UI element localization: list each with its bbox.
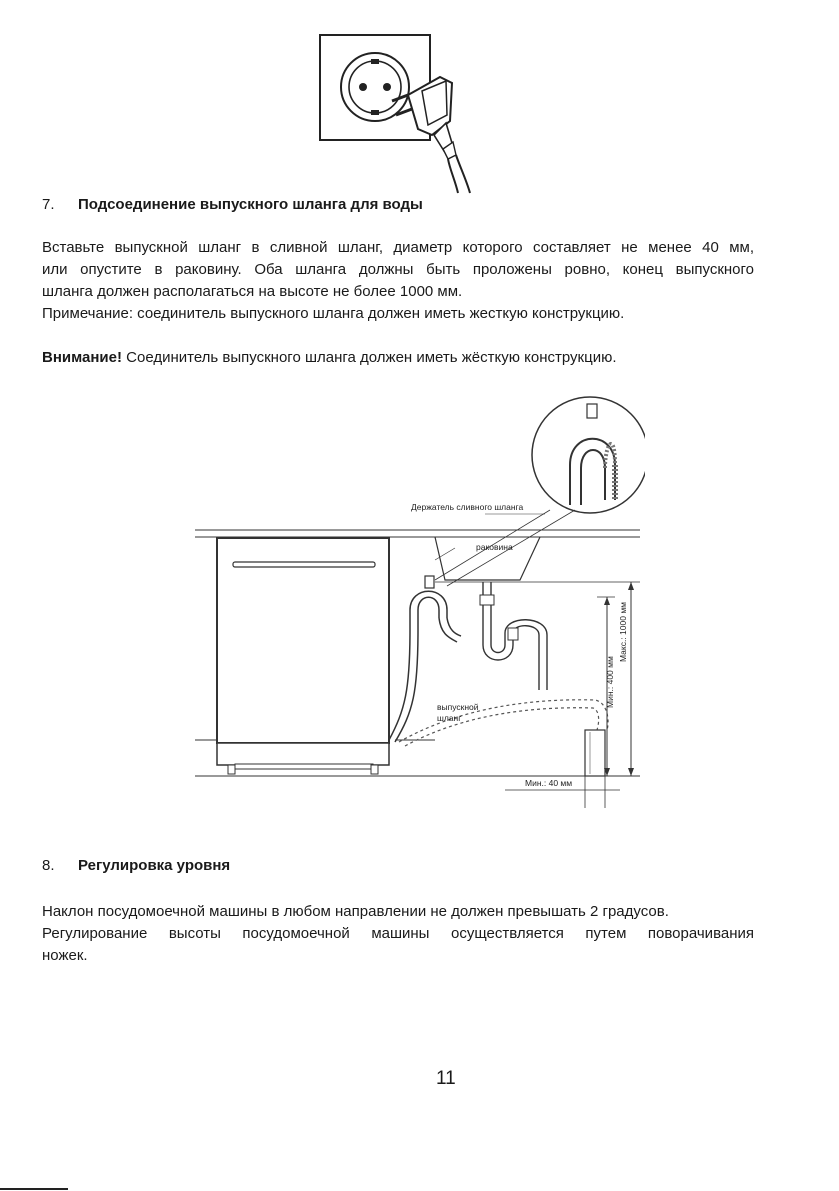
section-7-line-2: или опустите в раковину. Оба шланга должны быть проложены ровно, конец выпускного bbox=[42, 261, 754, 278]
label-hose-holder: Держатель сливного шланга bbox=[411, 502, 524, 512]
section-8-heading bbox=[42, 857, 230, 874]
label-min-diameter: Мин.: 40 мм bbox=[525, 778, 573, 788]
page-number: 11 bbox=[436, 1068, 456, 1089]
section-7-note: Примечание: соединитель выпускного шланга должен иметь жесткую конструкцию. bbox=[42, 305, 625, 322]
section-7-line-3: шланга должен располагаться на высоте не более 1000 мм. bbox=[42, 283, 463, 300]
label-drain-hose-1: выпускной bbox=[437, 702, 479, 712]
warning-text: Соединитель выпускного шланга должен иметь жёсткую конструкцию. bbox=[121, 349, 617, 366]
label-drain-hose-2: шланг bbox=[437, 713, 462, 723]
section-7-heading bbox=[42, 196, 423, 213]
section-7-warning bbox=[42, 347, 754, 369]
drain-hose-installation-diagram bbox=[195, 390, 645, 815]
section-7-number: 7. bbox=[42, 196, 55, 213]
section-8-line-2: Регулирование высоты посудомоечной машины осуществляется путем поворачивания bbox=[42, 925, 754, 942]
section-8-title: Регулировка уровня bbox=[78, 857, 231, 874]
section-8-line-3: ножек. bbox=[42, 947, 88, 964]
section-8-paragraph bbox=[42, 901, 754, 967]
section-8-line-1: Наклон посудомоечной машины в любом направлении не должен превышать 2 градусов. bbox=[42, 903, 669, 920]
label-sink: раковина bbox=[476, 542, 513, 552]
label-max-height: Макс.: 1000 мм bbox=[618, 601, 628, 662]
section-7-title: Подсоединение выпускного шланга для воды bbox=[78, 196, 423, 213]
section-8-number: 8. bbox=[42, 857, 55, 874]
socket-plug-illustration bbox=[300, 25, 490, 195]
section-7-line-1: Вставьте выпускной шланг в сливной шланг, диаметр которого составляет не менее 40 мм, bbox=[42, 239, 754, 256]
label-min-height: Мин.: 400 мм bbox=[605, 656, 615, 708]
footer-mark bbox=[0, 1188, 68, 1190]
warning-label: Внимание! bbox=[42, 349, 122, 366]
section-7-paragraph bbox=[42, 237, 754, 325]
